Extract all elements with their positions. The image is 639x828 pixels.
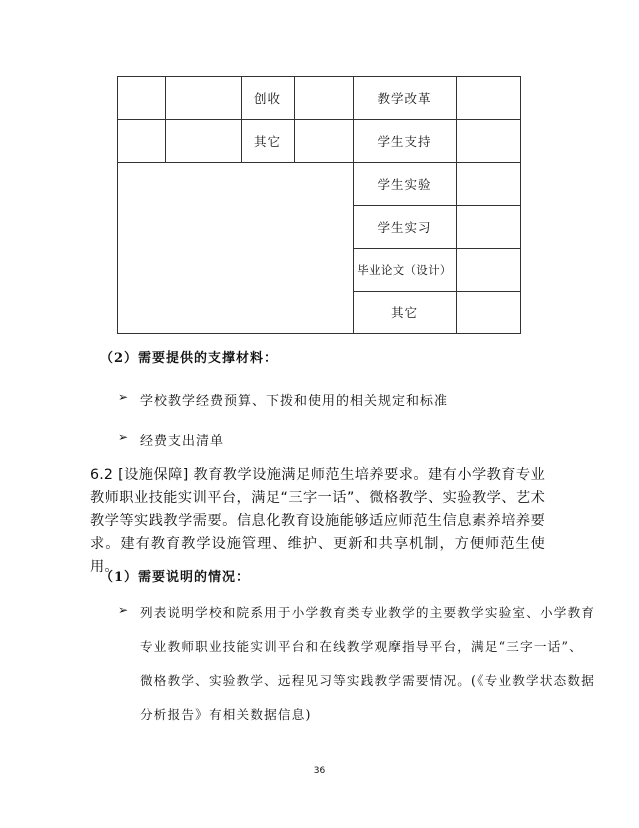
table-rule bbox=[294, 76, 295, 162]
table-cell: 学生实验 bbox=[377, 176, 432, 192]
table-cell: 毕业论文（设计） bbox=[357, 262, 452, 277]
list-item-line: 列表说明学校和院系用于小学教育类专业教学的主要教学实验室、小学教育 bbox=[140, 605, 596, 620]
table-rule bbox=[117, 119, 521, 120]
table-rule bbox=[165, 76, 166, 162]
list-item-text: 经费支出清单 bbox=[140, 434, 225, 449]
support-table bbox=[117, 76, 521, 334]
table-cell: 学生实习 bbox=[377, 219, 432, 235]
section-paragraph: 6.2 [设施保障] 教育教学设施满足师范生培养要求。建有小学教育专业教师职业技能实训平台，满足“三字一话”、微格教学、实验教学、艺术教学等实践教学需要。信息化教育设施能够适应师范生信息素养培养要求。建有教育教学设施管理、维护、更新和共享机制，方便师范生使用。 bbox=[90, 467, 545, 575]
table-cell: 其它 bbox=[390, 305, 418, 320]
table-cell: 教学改革 bbox=[377, 90, 432, 106]
table-border-left bbox=[117, 76, 118, 334]
table-border-top bbox=[117, 76, 521, 77]
arrow-bullet-icon: ➢ bbox=[118, 603, 129, 617]
table-cell: 其它 bbox=[253, 133, 281, 149]
table-border-bottom bbox=[117, 333, 521, 334]
list-item-line: 分析报告》有相关数据信息) bbox=[140, 707, 312, 722]
list-item-text: 学校教学经费预算、下拨和使用的相关规定和标准 bbox=[140, 394, 449, 409]
arrow-bullet-icon: ➢ bbox=[118, 430, 130, 444]
arrow-bullet-icon: ➢ bbox=[118, 390, 130, 404]
table-rule bbox=[117, 162, 521, 163]
materials-heading: （2）需要提供的支撑材料： bbox=[100, 351, 279, 366]
page-number: 36 bbox=[313, 766, 326, 776]
table-cell: 创收 bbox=[253, 90, 281, 106]
explain-heading: （1）需要说明的情况： bbox=[100, 570, 251, 585]
table-border-right bbox=[520, 76, 521, 334]
table-cell: 学生支持 bbox=[377, 133, 432, 149]
list-item-line: 专业教师职业技能实训平台和在线教学观摩指导平台，满足“三字一话”、 bbox=[140, 639, 583, 654]
list-item-line: 微格教学、实验教学、远程见习等实践教学需要情况。(《专业教学状态数据 bbox=[140, 673, 596, 688]
table-rule bbox=[456, 76, 457, 334]
